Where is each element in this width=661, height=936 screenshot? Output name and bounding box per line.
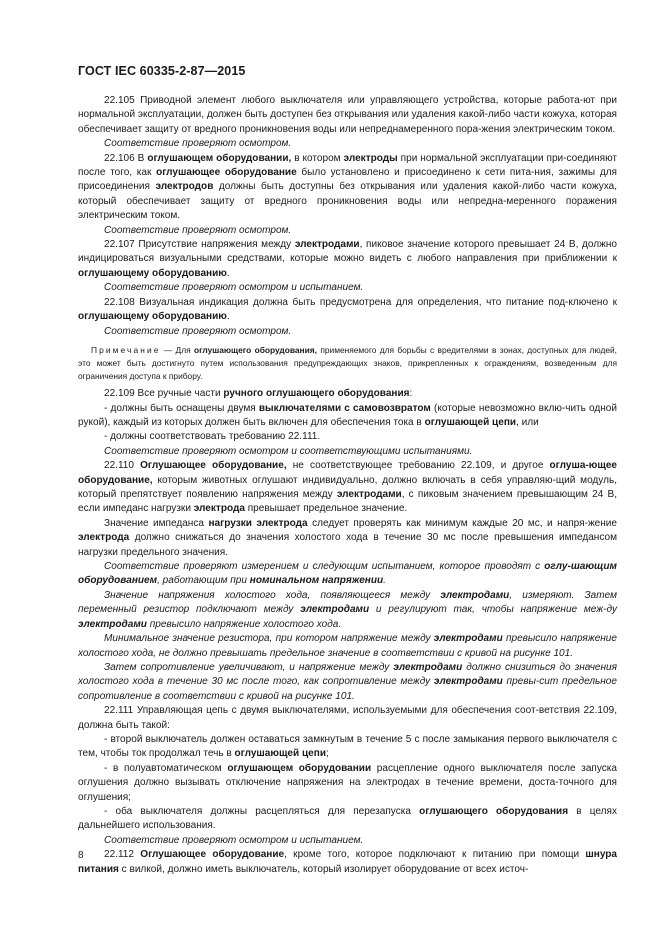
compliance-paragraph: Минимальное значение резистора, при котором напряжение между электродами превысило напряжение холостого хода, не должно превышать предельное значение в соответствии с кривой на рисунке 101.	[78, 633, 617, 659]
compliance-paragraph: Затем сопротивление увеличивают, и напряжение между электродами должно снизиться до значения холостого хода в течение 30 мс после того, как сопротивление между электродами превы-сит предельное сопротивление в соответствии с кривой на рисунке 101.	[78, 661, 617, 702]
note-paragraph: Примечание — Для оглушающего оборудования, применяемого для борьбы с вредителями в зонах, доступных для людей, это может быть достигнуто путем использования предупреждающих знаков, прикрепленных к ограждениям, возведенным для ограничения доступа к прибору.	[78, 344, 617, 382]
compliance-paragraph: Соответствие проверяют осмотром.	[104, 138, 292, 150]
paragraph: 22.105 Приводной элемент любого выключателя или управляющего устройства, которые работа-ют при нормальной эксплуатации, должен быть доступен без открывания или удаления какой-либо части кожуха, которая обеспечивает защиту от вредного проникновения воды или непреднамеренного пора-жения электрическим током.	[78, 95, 617, 135]
paragraph: 22.111 Управляющая цепь с двумя выключателями, используемыми для обеспечения соот-ветствия 22.109, должна быть такой:	[78, 705, 617, 731]
compliance-paragraph: Соответствие проверяют осмотром и соответствующими испытаниями.	[104, 445, 473, 457]
list-item: - оба выключателя должны расцепляться для перезапуска оглушающего оборудования в целях дальнейшего использования.	[78, 805, 617, 832]
list-item: - должны быть оснащены двумя выключателями с самовозвратом (которые невозможно вклю-чить одной рукой), каждый из которых должен быть включен для обеспечения тока в оглушающей цепи, или	[78, 402, 617, 428]
compliance-paragraph: Соответствие проверяют осмотром.	[104, 224, 292, 236]
paragraph: Значение импеданса нагрузки электрода следует проверять как минимум каждые 20 мс, и напря-жение электрода должно снижаться до значения холостого хода в течение 30 мс после превышения импедансом нагрузки предельного значения.	[78, 517, 618, 558]
compliance-paragraph: Соответствие проверяют осмотром и испытанием.	[104, 834, 364, 846]
document-body	[78, 94, 617, 877]
page-number: 8	[78, 850, 84, 861]
list-item: - в полуавтоматическом оглушающем оборудовании расцепление одного выключателя после запуска оглушения должно вызывать отключение напряжения на электродах в течение времени, доста-точного для оглушения;	[78, 762, 617, 803]
page-header: ГОСТ IEC 60335-2-87—2015	[78, 64, 246, 78]
list-item: - второй выключатель должен оставаться замкнутым в течение 5 с после замыкания первого выключателя с тем, чтобы ток продолжал течь в оглушающей цепи;	[78, 733, 617, 760]
paragraph: 22.109 Все ручные части ручного оглушающего оборудования:	[104, 388, 413, 400]
compliance-paragraph: Соответствие проверяют измерением и следующим испытанием, которое проводят с оглу-шающим оборудованием, работающим при номинальном напряжении.	[78, 561, 617, 587]
paragraph: 22.107 Присутствие напряжения между электродами, пиковое значение которого превышает 24 В, должно индицироваться визуальными средствами, которые можно видеть с любого направления при приближении к оглушающему оборудованию.	[78, 239, 617, 279]
compliance-paragraph: Значение напряжения холостого хода, появляющееся между электродами, измеряют. Затем переменный резистор подключают между электродами и регулируют так, чтобы напряжение меж-ду электродами превысило напряжение холостого хода.	[78, 589, 617, 630]
list-item: - должны соответствовать требованию 22.111.	[104, 431, 321, 443]
compliance-paragraph: Соответствие проверяют осмотром.	[104, 325, 292, 337]
paragraph: 22.110 Оглушающее оборудование, не соответствующее требованию 22.109, и другое оглуша-ющее оборудование, которым животных оглушают индивидуально, должно включать в себя управляю-щий модуль, который препятствует появлению напряжения между электродами, с пиковым значением превышающим 24 В, если импеданс нагрузки электрода превышает предельное значение.	[78, 460, 617, 515]
compliance-paragraph: Соответствие проверяют осмотром и испытанием.	[104, 282, 364, 294]
paragraph: 22.112 Оглушающее оборудование, кроме того, которое подключают к питанию при помощи шнура питания с вилкой, должно иметь выключатель, который изолирует оборудование от всех источ-	[78, 849, 618, 875]
paragraph: 22.106 В оглушающем оборудовании, в котором электроды при нормальной эксплуатации при-соединяют после того, как оглушающее оборудование было установлено и присоединено к сети пита-ния, зажимы для присоединения электродов должны быть доступны без открывания или удаления какой-либо части кожуха, который обеспечивает защиту от вредного проникновения воды или непредна-меренного поражения электрическим током.	[78, 152, 618, 222]
paragraph: 22.108 Визуальная индикация должна быть предусмотрена для определения, что питание под-ключено к оглушающему оборудованию.	[78, 296, 617, 323]
